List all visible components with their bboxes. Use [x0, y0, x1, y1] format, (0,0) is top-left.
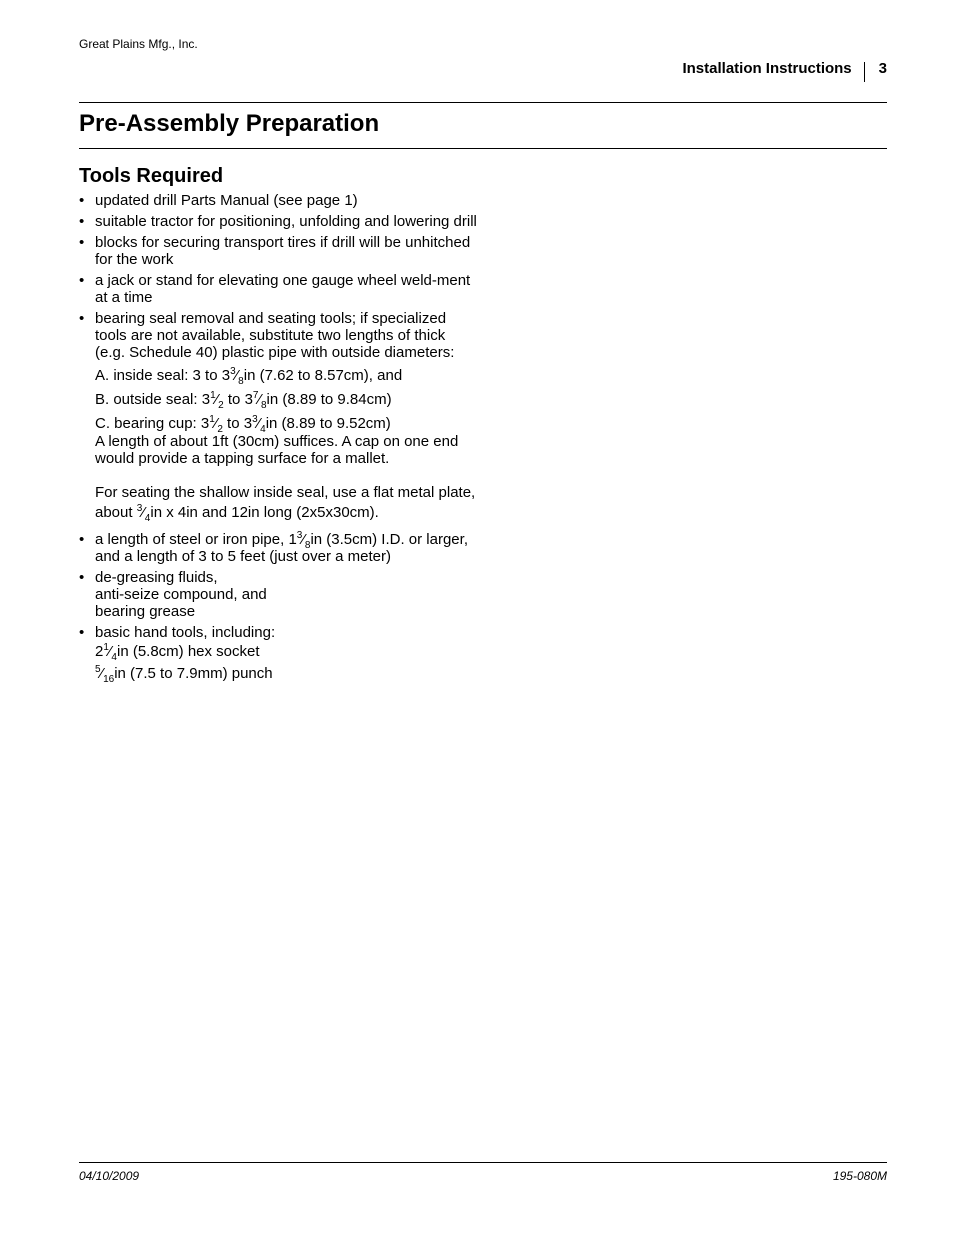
footer-date: 04/10/2009	[79, 1169, 140, 1183]
list-item: • updated drill Parts Manual (see page 1)	[79, 192, 479, 209]
footer-doc-number: 195-080M	[832, 1169, 887, 1183]
list-item: • suitable tractor for positioning, unfolding and lowering drill	[79, 213, 479, 230]
plate-note: For seating the shallow inside seal, use a flat metal plate, about $^3⁄_4in$ x 4in and 12in long (2x5x30cm).	[95, 484, 476, 524]
pipe-note: A length of about 1ft (30cm) suffices. A cap on one end would provide a tapping surface for a mallet.	[95, 433, 459, 467]
list-item: • a length of steel or iron pipe, $1^3⁄_8in$ (3.5cm) I.D. or larger, and a length of 3 to 5 feet (just over a meter)	[79, 531, 479, 565]
company-name: Great Plains Mfg., Inc.	[79, 37, 198, 51]
pipe-size-b: B. outside seal: $3^1⁄_2$ to $3^7⁄_8in$ (8.89 to 9.84cm)	[95, 390, 392, 411]
list-item: • blocks for securing transport tires if drill will be unhitched for the work	[79, 234, 479, 268]
footer-rule	[79, 1162, 887, 1163]
section-subtitle: Tools Required	[79, 165, 224, 187]
list-item: • bearing seal removal and seating tools; if specialized tools are not available, substitute two lengths of thick (e.g. Schedule 40) plastic pipe with outside diameters: A. inside seal: 3 to $3^3⁄_8in$ (7.62 to 8.57cm), and B. outside seal: $3^1⁄_2$ to $3^7⁄_8in$ (8.89 to 9.84cm) C. bearing cup: $3^1⁄_2$ to $3^3⁄_4in$ (8.89 to 9.52cm) A length of about 1ft (30cm) suffices. A cap on one end would provide a tapping surface for a mallet. For seating the shallow inside seal, use a flat metal plate, about $^3⁄_4in$ x 4in and 12in long (2x5x30cm).	[79, 310, 479, 523]
page-number: 3	[878, 59, 887, 77]
list-item: • basic hand tools, including: $2^1⁄_4in$ (5.8cm) hex socket $^5⁄_{16}in$ (7.5 to 7.9mm) punch	[79, 624, 479, 683]
page-title: Pre-Assembly Preparation	[79, 110, 380, 137]
title-rule-top	[79, 102, 887, 103]
list-item: • a jack or stand for elevating one gauge wheel weld-ment at a time	[79, 272, 479, 306]
pipe-size-a: A. inside seal: 3 to $3^3⁄_8in$ (7.62 to 8.57cm), and	[95, 366, 403, 387]
running-header	[682, 58, 887, 78]
section-name: Installation Instructions	[682, 59, 852, 77]
title-rule-bottom	[79, 148, 887, 149]
header-divider	[864, 62, 865, 82]
list-item: • de-greasing fluids, anti-seize compound, and bearing grease	[79, 569, 479, 620]
punch: $^5⁄_{16}in$ (7.5 to 7.9mm) punch	[95, 664, 273, 685]
pipe-size-c: C. bearing cup: $3^1⁄_2$ to $3^3⁄_4in$ (8.89 to 9.52cm)	[95, 414, 391, 435]
tools-list	[79, 192, 479, 683]
hex-socket: $2^1⁄_4in$ (5.8cm) hex socket	[95, 642, 260, 663]
tools-section	[79, 164, 479, 687]
